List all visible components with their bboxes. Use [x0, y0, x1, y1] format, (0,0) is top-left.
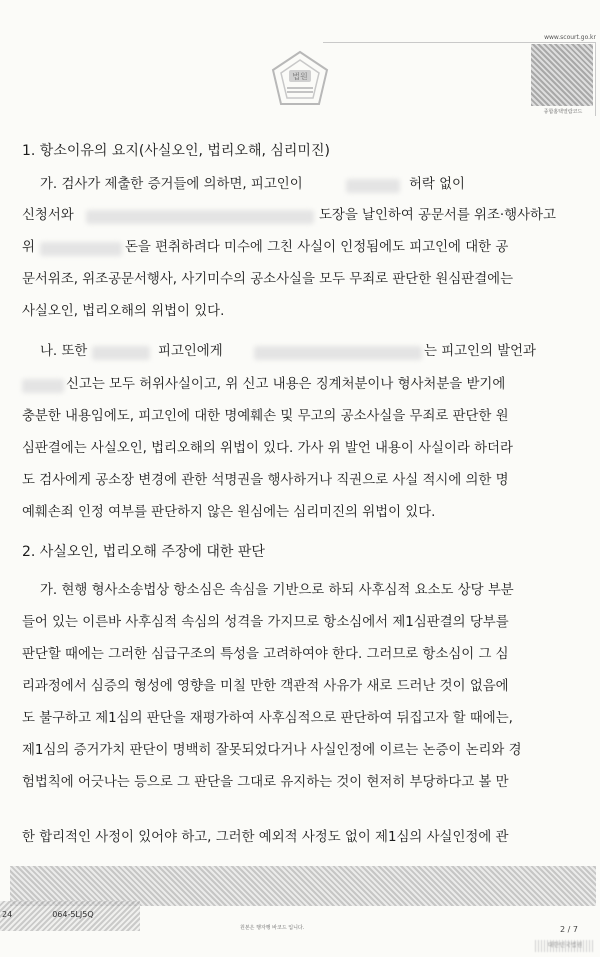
footer-note: 원본은 행자행 바코드 입니다.	[240, 925, 305, 931]
paragraph-line: 도 불구하고 제1심의 판단을 재평가하여 사후심적으로 판단하여 뒤집고자 할 때에는,	[22, 711, 513, 726]
paragraph-line: 충분한 내용임에도, 피고인에 대한 명예훼손 및 무고의 공소사실을 무죄로 판단한 원	[22, 409, 509, 424]
paragraph-line: 판단할 때에는 그러한 심급구조의 특성을 고려하여야 한다. 그러므로 항소심이 그 심	[22, 647, 509, 662]
barcode-label: 종합홈택열람코드	[543, 109, 583, 115]
section-1-title: 1. 항소이유의 요지(사실오인, 법리오해, 심리미진)	[22, 143, 330, 159]
document-code	[2, 910, 94, 919]
document-code-suffix: 064-5LJ5Q	[52, 910, 94, 919]
paragraph-line: 허락 없이	[409, 177, 465, 192]
paragraph-line: 도 검사에게 공소장 변경에 관한 석명권을 행사하거나 직권으로 사실 적시에 의한 명	[22, 473, 509, 488]
redaction	[22, 379, 64, 393]
paragraph-line: 문서위조, 위조공문서행사, 사기미수의 공소사실을 모두 무죄로 판단한 원심판결에는	[22, 272, 514, 287]
paragraph-line: 신고는 모두 허위사실이고, 위 신고 내용은 징계처분이나 형사처분을 받기에	[66, 377, 506, 392]
section-2-title: 2. 사실오인, 법리오해 주장에 대한 판단	[22, 544, 265, 560]
court-watermark: 대한민국법원	[535, 940, 595, 952]
security-pattern-band	[10, 866, 596, 906]
emblem-label: 법원	[292, 72, 308, 81]
paragraph-line: 는 피고인의 발언과	[424, 344, 536, 359]
paragraph-line: 제1심의 증거가치 판단이 명백히 잘못되었다거나 사실인정에 이르는 논증이 논리와 경	[22, 743, 522, 758]
site-url: www.scourt.go.kr	[544, 34, 596, 41]
redaction	[86, 210, 314, 224]
redaction	[92, 346, 150, 360]
paragraph-line: 가. 현행 형사소송법상 항소심은 속심을 기반으로 하되 사후심적 요소도 상당 부분	[40, 583, 514, 598]
court-emblem-icon	[267, 48, 333, 114]
paragraph-line: 가. 검사가 제출한 증거들에 의하면, 피고인이	[40, 177, 303, 192]
paragraph-line: 위	[22, 240, 35, 255]
paragraph-line: 예훼손죄 인정 여부를 판단하지 않은 원심에는 심리미진의 위법이 있다.	[22, 505, 436, 520]
redaction	[346, 179, 400, 193]
document-code-prefix: 24	[2, 910, 13, 919]
paragraph-line: 사실오인, 법리오해의 위법이 있다.	[22, 304, 225, 319]
paragraph-line: 리과정에서 심증의 형성에 영향을 미칠 만한 객관적 사유가 새로 드러난 것이 없음에	[22, 679, 509, 694]
page-number: 2 / 7	[560, 925, 578, 934]
paragraph-line: 심판결에는 사실오인, 법리오해의 위법이 있다. 가사 위 발언 내용이 사실이라 하더라	[22, 441, 513, 456]
paragraph-line: 험법칙에 어긋나는 등으로 그 판단을 그대로 유지하는 것이 현저히 부당하다고 볼 만	[22, 775, 509, 790]
redaction	[40, 242, 122, 256]
paragraph-line: 들어 있는 이른바 사후심적 속심의 성격을 가지므로 항소심에서 제1심판결의 당부를	[22, 615, 509, 630]
paragraph-line: 돈을 편취하려다 미수에 그친 사실이 인정됨에도 피고인에 대한 공	[125, 240, 509, 255]
paragraph-line: 나. 또한	[40, 344, 88, 359]
paragraph-line: 피고인에게	[158, 344, 223, 359]
paragraph-line: 한 합리적인 사정이 있어야 하고, 그러한 예외적 사정도 없이 제1심의 사실인정에 관	[22, 830, 509, 845]
paragraph-line: 신청서와	[22, 208, 74, 223]
paragraph-line: 도장을 날인하여 공문서를 위조·행사하고	[319, 208, 556, 223]
verification-barcode	[531, 44, 593, 106]
redaction	[254, 346, 422, 360]
